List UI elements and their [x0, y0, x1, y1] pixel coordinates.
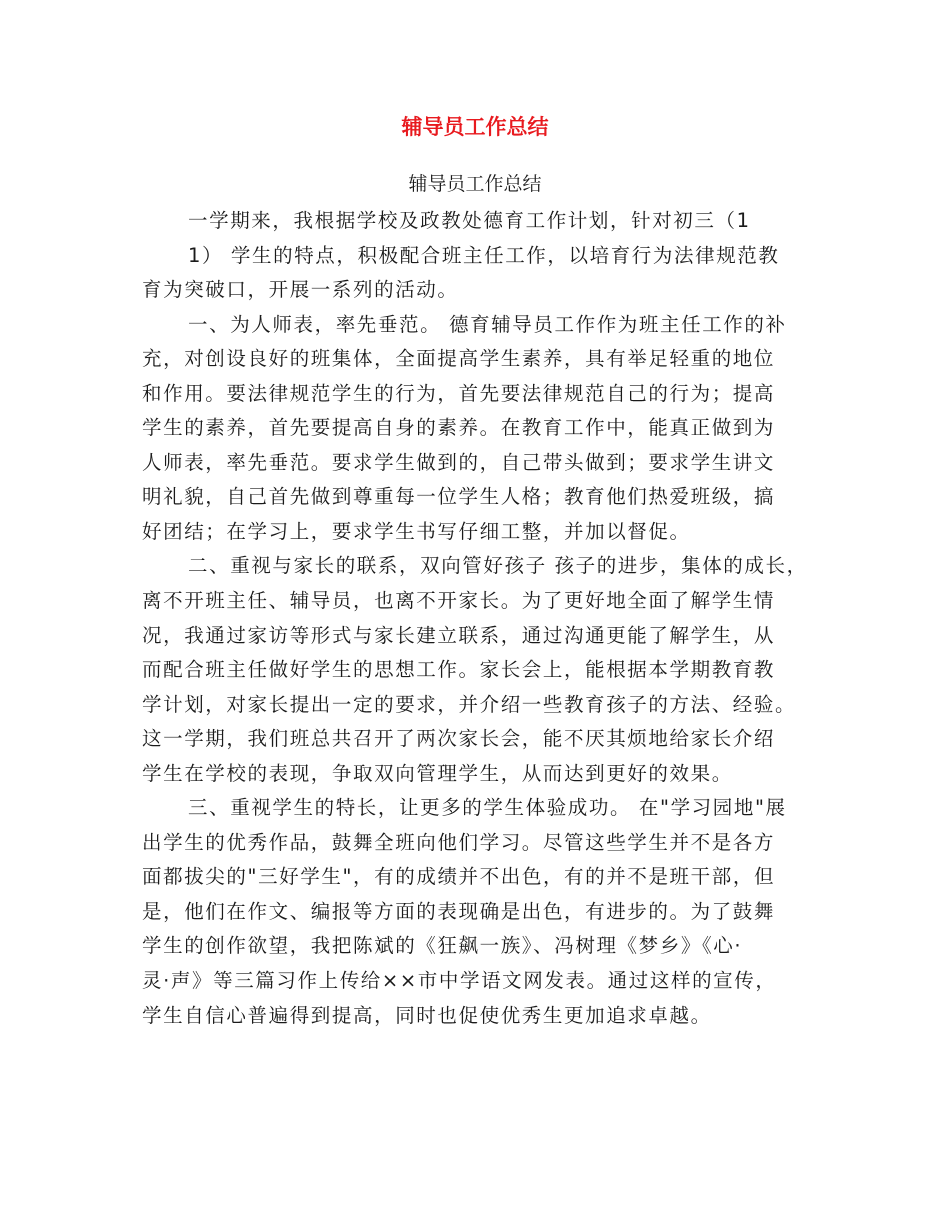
text-line: 二、重视与家长的联系，双向管好孩子 孩子的进步，集体的成长， — [188, 554, 808, 578]
text-line: 出学生的优秀作品，鼓舞全班向他们学习。尽管这些学生并不是各方 — [142, 830, 776, 854]
text-line: 学计划，对家长提出一定的要求，并介绍一些教育孩子的方法、经验。 — [142, 692, 797, 716]
text-line: 而配合班主任做好学生的思想工作。家长会上，能根据本学期教育教 — [142, 658, 776, 682]
text-line: 和作用。要法律规范学生的行为，首先要法律规范自己的行为；提高 — [142, 381, 776, 405]
document-title: 辅导员工作总结 — [401, 115, 549, 139]
text-line: 三、重视学生的特长，让更多的学生体验成功。 在"学习园地"展 — [188, 796, 787, 820]
text-line: 学生的创作欲望，我把陈斌的《狂飙一族》、冯树理《梦乡》《心· — [142, 934, 743, 958]
text-line: 育为突破口，开展一系列的活动。 — [142, 278, 459, 302]
text-line: 离不开班主任、辅导员，也离不开家长。为了更好地全面了解学生情 — [142, 589, 776, 613]
text-line: 是，他们在作文、编报等方面的表现确是出色，有进步的。为了鼓舞 — [142, 899, 776, 923]
text-line: 面都拔尖的"三好学生"，有的成绩并不出色，有的并不是班干部，但 — [142, 865, 776, 889]
document-body — [0, 204, 950, 1033]
text-line: 人师表，率先垂范。要求学生做到的，自己带头做到；要求学生讲文 — [142, 450, 776, 474]
text-line: 充，对创设良好的班集体，全面提高学生素养，具有举足轻重的地位 — [142, 347, 776, 371]
text-line: 好团结；在学习上，要求学生书写仔细工整，并加以督促。 — [142, 519, 691, 543]
text-line: 一、为人师表，率先垂范。 德育辅导员工作作为班主任工作的补 — [188, 312, 787, 336]
text-line: 学生在学校的表现，争取双向管理学生，从而达到更好的效果。 — [142, 761, 733, 785]
text-line: 1） 学生的特点，积极配合班主任工作，以培育行为法律规范教 — [188, 243, 780, 267]
text-line: 灵·声》等三篇习作上传给××市中学语文网发表。通过这样的宣传， — [142, 969, 777, 993]
text-line: 明礼貌，自己首先做到尊重每一位学生人格；教育他们热爱班级，搞 — [142, 485, 776, 509]
text-line: 学生的素养，首先要提高自身的素养。在教育工作中，能真正做到为 — [142, 416, 776, 440]
document-subtitle: 辅导员工作总结 — [408, 173, 542, 195]
text-line: 一学期来，我根据学校及政教处德育工作计划，针对初三（1 — [188, 209, 751, 232]
text-line: 这一学期，我们班总共召开了两次家长会，能不厌其烦地给家长介绍 — [142, 727, 776, 751]
text-line: 况，我通过家访等形式与家长建立联系，通过沟通更能了解学生，从 — [142, 623, 776, 647]
text-line: 学生自信心普遍得到提高，同时也促使优秀生更加追求卓越。 — [142, 1003, 712, 1027]
